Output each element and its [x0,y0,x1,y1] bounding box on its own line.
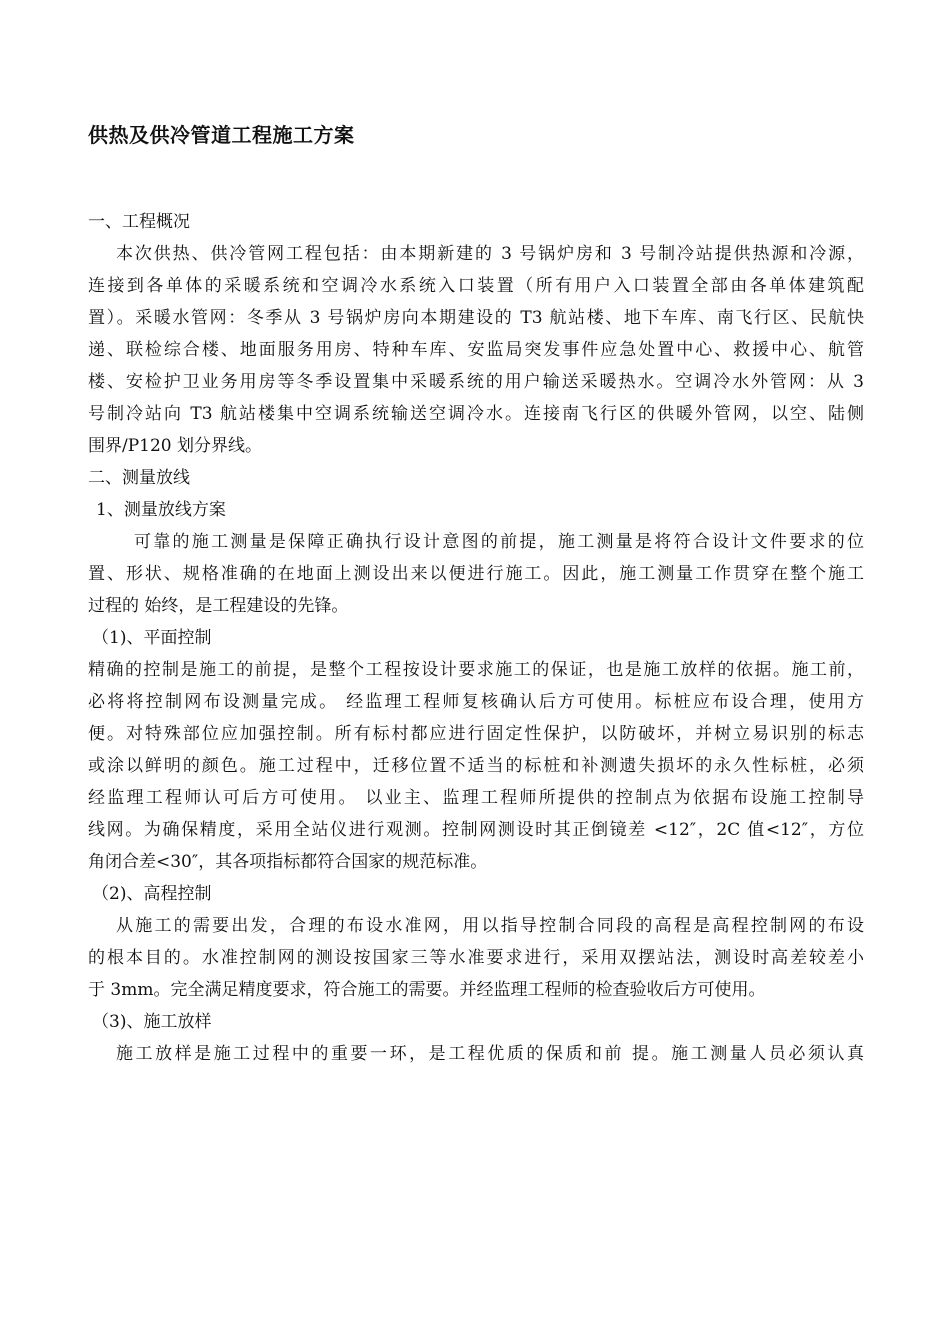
subsection-heading-layout: （3)、施工放样 [92,1012,212,1032]
paragraph-line: 楼、安检护卫业务用房等冬季设置集中采暖系统的用户输送采暖热水。空调冷水外管网：从 3 [88,372,864,392]
paragraph-line: 经监理工程师认可后方可使用。 以业主、监理工程师所提供的控制点为依据布设施工控制导 [88,788,864,808]
paragraph-line: 本次供热、供冷管网工程包括：由本期新建的 3 号锅炉房和 3 号制冷站提供热源和冷源， [116,244,864,264]
paragraph-line: 连接到各单体的采暖系统和空调冷水系统入口装置（所有用户入口装置全部由各单体建筑配 [88,276,864,296]
subsection-heading-elevation-control: （2)、高程控制 [92,884,212,904]
paragraph-line: 围界/P120 划分界线。 [88,436,263,456]
document-body [88,206,864,1070]
paragraph-line: 线网。为确保精度，采用全站仪进行观测。控制网测设时其正倒镜差 <12″，2C 值<12″，方位 [88,820,864,840]
paragraph-line: 于 3mm。完全满足精度要求，符合施工的需要。并经监理工程师的检查验收后方可使用。 [88,980,766,1000]
paragraph-line: 的根本目的。水准控制网的测设按国家三等水准要求进行，采用双摆站法，测设时高差较差小 [88,948,864,968]
subsection-heading-plane-control: （1)、平面控制 [92,628,212,648]
document-title: 供热及供冷管道工程施工方案 [88,123,355,147]
paragraph-line: 置）。采暖水管网：冬季从 3 号锅炉房向本期建设的 T3 航站楼、地下车库、南飞行区、民航快 [88,308,864,328]
paragraph-line: 或涂以鲜明的颜色。施工过程中，迁移位置不适当的标桩和补测遗失损坏的永久性标桩，必须 [88,756,864,776]
paragraph-line: 递、联检综合楼、地面服务用房、特种车库、安监局突发事件应急处置中心、救援中心、航管 [88,340,864,360]
paragraph-line: 施工放样是施工过程中的重要一环，是工程优质的保质和前 提。施工测量人员必须认真 [116,1044,864,1064]
paragraph-line: 必将将控制网布设测量完成。 经监理工程师复核确认后方可使用。标桩应布设合理，使用方 [88,692,864,712]
paragraph-line: 过程的 始终，是工程建设的先锋。 [88,596,349,616]
paragraph-line: 便。对特殊部位应加强控制。所有标村都应进行固定性保护，以防破坏，并树立易识别的标志 [88,724,864,744]
paragraph-line: 精确的控制是施工的前提，是整个工程按设计要求施工的保证，也是施工放样的依据。施工前， [88,660,864,680]
paragraph-line: 从施工的需要出发，合理的布设水准网，用以指导控制合同段的高程是高程控制网的布设 [116,916,864,936]
subsection-heading-survey-plan: 1、测量放线方案 [96,500,226,520]
paragraph-line: 置、形状、规格准确的在地面上测设出来以便进行施工。因此，施工测量工作贯穿在整个施工 [88,564,864,584]
section-heading-survey: 二、测量放线 [88,468,190,488]
section-heading-overview: 一、工程概况 [88,212,190,232]
paragraph-line: 号制冷站向 T3 航站楼集中空调系统输送空调冷水。连接南飞行区的供暖外管网，以空、陆侧 [88,404,864,424]
paragraph-line: 可靠的施工测量是保障正确执行设计意图的前提，施工测量是将符合设计文件要求的位 [134,532,864,552]
paragraph-line: 角闭合差<30″，其各项指标都符合国家的规范标准。 [88,852,488,872]
